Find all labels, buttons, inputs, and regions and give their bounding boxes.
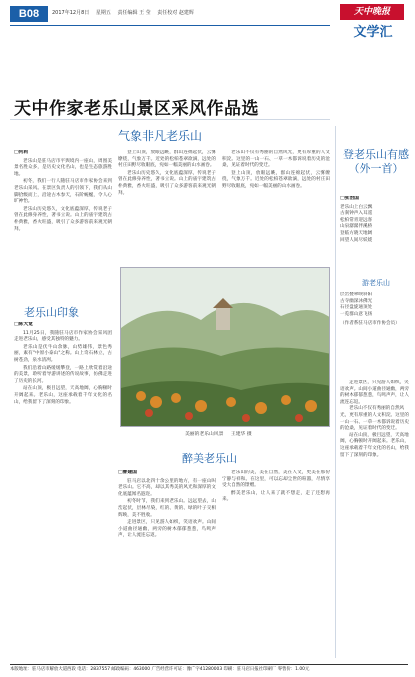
editor: 责任编辑 王 莹 bbox=[117, 10, 151, 16]
poem-line: 登临方晓天地阔 bbox=[340, 230, 373, 236]
article1-para: 老乐山不仅有秀丽的自然风光，更有厚重的人文积淀。这里的一山一石、一草一木都诉说着历史的沧桑，见证着时代的变迁。 bbox=[222, 150, 330, 169]
poem-line: 松柏常青迎远客 bbox=[340, 217, 373, 223]
sidebar-para: 站在山顶，极目远望，天高地阔，心胸顿时开阔起来。老乐山，这座承载着千年文化的名山，给我留下了深刻的印象。 bbox=[340, 432, 409, 458]
photo-caption bbox=[185, 430, 252, 437]
article3-para: 驻马店以北四十余公里的地方，有一座山叫老乐山。它不高，却以其秀美的风光和深厚的文化底蕴闻名遐迩。 bbox=[118, 478, 216, 497]
article1-para: 老乐山历史悠久，文化底蕴深厚，传说老子曾在此修身养性，著书立说。山上的庙宇建筑古朴典雅，香火旺盛，吸引了众多游客前来观光朝拜。 bbox=[118, 170, 216, 196]
newspaper-brand: 天中晚报 bbox=[340, 4, 404, 20]
sidebar-para: 走进景区，只见游人如织，笑语欢声。山间小道曲径通幽，两旁的树木郁郁葱葱，鸟鸣声声，让人流连忘返。 bbox=[340, 380, 409, 405]
sidebar-divider bbox=[335, 126, 336, 658]
sidebar-poem1 bbox=[340, 196, 412, 244]
article2-para: 站在山顶，极目远望，天高地阔，心胸顿时开阔起来。老乐山，这座承载着千年文化的名山，给我留下了深刻的印象。 bbox=[14, 386, 112, 405]
article1-col2 bbox=[118, 150, 216, 262]
article1-col3 bbox=[222, 150, 330, 262]
issue-date: 2017年12月8日 bbox=[52, 10, 90, 16]
article1-title: 气象非凡老乐山 bbox=[118, 129, 203, 143]
article1-para: 登上山顶，放眼远眺，群山连绵起伏，云雾缭绕，气象万千。近处的松柏苍翠欲滴，远处的村庄田野尽收眼底，宛如一幅美丽的山水画卷。 bbox=[118, 150, 216, 169]
article2-para: 我们沿着山路缓缓攀登，一路上欣赏着沿途的美景，聆听着导游讲述的传说故事，仿佛走进了历史的长河。 bbox=[14, 365, 112, 384]
article1-para: 初冬，我们一行人随驻马店市作家协会来到老乐山采风。在景区负责人的引领下，我们从山脚拾级而上，沿途古木参天，石阶蜿蜒，令人心旷神怡。 bbox=[14, 179, 112, 205]
article1-para: 登上山顶，放眼远眺，群山连绵起伏，云雾缭绕，气象万千。近处的松柏苍翠欲滴，远处的村庄田野尽收眼底，宛如一幅美丽的山水画卷。 bbox=[222, 170, 330, 189]
poem2-title: 游老乐山 bbox=[362, 279, 390, 287]
article3-byline: □曹建国 bbox=[118, 470, 137, 475]
poem-line: 古寺幽深沐佛光 bbox=[340, 298, 373, 304]
footer-rule bbox=[10, 664, 408, 665]
sidebar-para: 老乐山不仅有秀丽的自然风光，更有厚重的人文积淀。这里的一山一石、一草一木都诉说着历史的沧桑，见证着时代的变迁。 bbox=[340, 406, 409, 432]
page-footer: 本版地址：驻马店市解放大道西段 电话：2837557 邮政编码：463000 广告经营许可证：豫广字41280003 印刷：驻马店日报社印刷厂 零售价：1.00元 bbox=[10, 667, 310, 672]
article1-byline: □何莉 bbox=[14, 150, 29, 155]
title-rule bbox=[10, 119, 330, 120]
section-title: 文学汇 bbox=[353, 25, 393, 40]
poem-line: 古刹钟声入耳遥 bbox=[340, 211, 373, 217]
article3-para: 老乐山的美，美在自然，美在人文，更美在那份宁静与祥和。在这里，可以忘却尘世的喧嚣，尽情享受大自然的馈赠。 bbox=[222, 470, 330, 489]
sidebar-byline: □张治国 bbox=[340, 196, 359, 201]
article2-para: 11月25日，我随驻马店市作家协会采风团走进老乐山，感受其独特的魅力。 bbox=[14, 330, 112, 343]
sidebar-continuation bbox=[340, 380, 412, 658]
poem-line: 一览群山意飞扬 bbox=[340, 311, 373, 317]
header-rule bbox=[10, 25, 330, 26]
photo-credit: 王建华 摄 bbox=[230, 432, 252, 437]
poem-line: 石径盘旋通顶处 bbox=[340, 305, 373, 311]
main-title: 天中作家老乐山景区采风作品选 bbox=[14, 99, 259, 119]
landscape-photo bbox=[120, 267, 330, 427]
author-note: （作者系驻马店市作协会员） bbox=[340, 321, 400, 327]
article3-title: 醉美老乐山 bbox=[182, 452, 237, 465]
article1-para: 老乐山历史悠久，文化底蕴深厚，传说老子曾在此修身养性，著书立说。山上的庙宇建筑古朴典雅，香火旺盛，吸引了众多游客前来观光朝拜。 bbox=[14, 206, 112, 232]
photo-caption-text: 美丽的老乐山风景 bbox=[185, 432, 224, 437]
poem-line: 回望人间尽妖娆 bbox=[340, 237, 373, 243]
landscape-photo-illustration bbox=[121, 268, 330, 427]
article3-para: 醉美老乐山，让人来了就不想走，走了还想再来。 bbox=[222, 490, 330, 503]
sidebar-poem2 bbox=[340, 292, 412, 328]
article3-col1 bbox=[118, 470, 216, 658]
article1-col1 bbox=[14, 150, 112, 292]
weekday: 星期五 bbox=[95, 10, 111, 16]
article3-para: 走进景区，只见游人如织，笑语欢声。山间小道曲径通幽，两旁的树木郁郁葱葱，鸟鸣声声，让人流连忘返。 bbox=[118, 520, 216, 539]
page-header bbox=[0, 0, 415, 86]
article3-para: 初冬时节，我们来到老乐山。远远望去，山峦起伏，层林尽染，红的、黄的、绿的叶子交相辉映，美不胜收。 bbox=[118, 499, 216, 518]
sidebar-title: 登老乐山有感（外一首） bbox=[343, 148, 409, 175]
designer: 责任校对 赵建辉 bbox=[157, 10, 194, 16]
header-info bbox=[52, 9, 199, 16]
poem-line: 老乐山上白云飘 bbox=[340, 204, 373, 210]
article2-title: 老乐山印象 bbox=[24, 306, 79, 319]
article3-col2 bbox=[222, 470, 330, 658]
article2-col bbox=[14, 322, 112, 657]
page-number: B08 bbox=[10, 6, 48, 22]
article2-para: 老乐山是伏牛山余脉，山势雄伟，景色秀丽，素有"中原小泰山"之称。山上奇石林立，古树苍劲，泉水清冽。 bbox=[14, 344, 112, 363]
poem-line: 层峦叠翠映斜阳 bbox=[340, 292, 373, 297]
poem-line: 山泉潺潺伴溪桥 bbox=[340, 224, 373, 230]
article2-byline: □陈大宽 bbox=[14, 322, 33, 327]
article1-para: 老乐山是驻马店市平舆境内一座山，周围美景名胜众多，是历史文化名山，也是生态旅游胜地。 bbox=[14, 158, 112, 177]
